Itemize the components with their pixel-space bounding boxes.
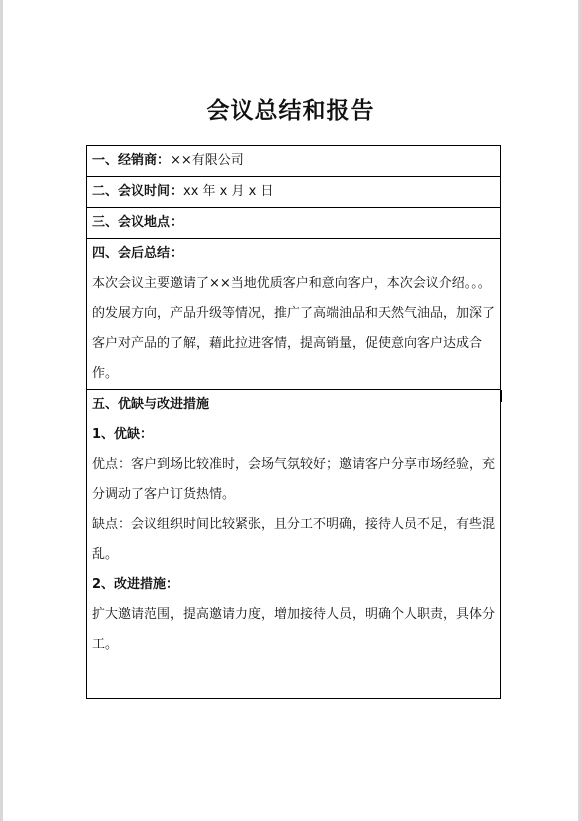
time-value: xx 年 x 月 x 日 [183,184,274,199]
improvement-cell [87,390,501,699]
dealer-cell [87,146,501,177]
place-label: 三、会议地点： [92,215,184,230]
pros-cons-heading: 1、优缺： [92,427,154,442]
dealer-row [87,146,501,177]
dealer-value: ××有限公司 [170,153,244,168]
cons-text: 缺点：会议组织时间比较紧张，且分工不明确，接待人员不足，有些混乱。 [92,517,496,562]
time-row [87,177,501,208]
measures-heading: 2、改进措施： [92,577,180,592]
cell-spacer [92,660,495,698]
pros-text: 优点：客户到场比较准时，会场气氛较好；邀请客户分享市场经验，充分调动了客户订货热情。 [92,457,496,502]
summary-label: 四、会后总结： [92,246,184,261]
measures-text: 扩大邀请范围，提高邀请力度，增加接待人员，明确个人职责，具体分工。 [92,607,496,652]
time-label: 二、会议时间： [92,184,184,199]
table-edge-mark [500,390,502,402]
summary-text: 本次会议主要邀请了××当地优质客户和意向客户，本次会议介绍。。。的发展方向，产品升级等情况，推广了高端油品和天然气油品，加深了客户对产品的了解，藉此拉进客情，提高销量，促使意向客户达成合作。 [92,276,496,381]
place-cell [87,208,501,239]
improvement-row [87,390,501,699]
report-table [86,145,501,699]
time-cell [87,177,501,208]
improvement-label: 五、优缺与改进措施 [92,397,210,412]
dealer-label: 一、经销商： [92,153,171,168]
summary-cell [87,239,501,390]
place-row [87,208,501,239]
document-title: 会议总结和报告 [206,98,375,124]
summary-row [87,239,501,390]
